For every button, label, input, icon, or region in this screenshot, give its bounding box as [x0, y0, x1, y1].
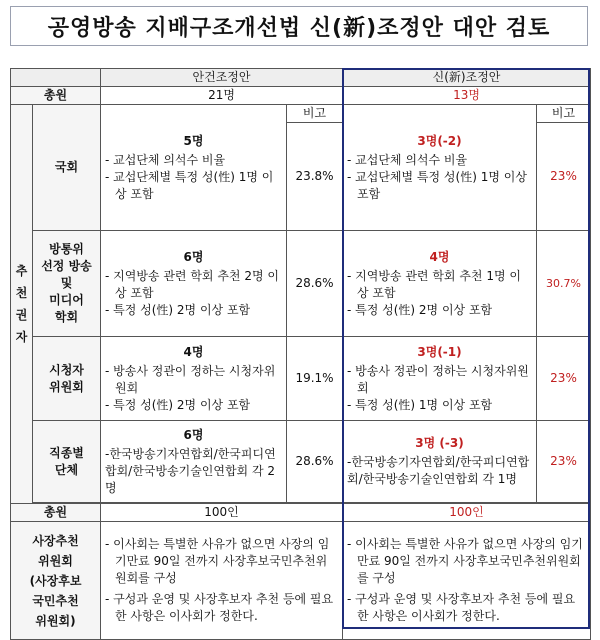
right-cell: 4명 - 지역방송 관련 학회 추천 1명 이상 포함 - 특정 성(性) 2명 이상 포함	[343, 231, 537, 337]
ceo-committee-label: 사장추천 위원회 (사장후보 국민추천 위원회)	[11, 522, 101, 640]
row-label: 시청자 위원회	[33, 337, 101, 421]
right-cell: 3명(-1) - 방송사 정관이 정하는 시청자위원회 - 특정 성(性) 1명 이상 포함	[343, 337, 537, 421]
left-cell: 5명 - 교섭단체 의석수 비율 - 교섭단체별 특정 성(性) 1명 이상 포함	[101, 105, 287, 231]
total2-left: 100인	[101, 504, 343, 522]
row-label: 국회	[33, 105, 101, 231]
right-cell: 3명(-2) - 교섭단체 의석수 비율 - 교섭단체별 특정 성(性) 1명 이상 포함	[343, 105, 537, 231]
total-left: 21명	[101, 87, 343, 105]
row-label: 직종별 단체	[33, 421, 101, 503]
left-cell: 6명 - 지역방송 관련 학회 추천 2명 이상 포함 - 특정 성(性) 2명 이상 포함	[101, 231, 287, 337]
left-pct: 19.1%	[287, 337, 343, 421]
left-pct: 28.6%	[287, 231, 343, 337]
left-pct: 23.8%	[287, 123, 343, 231]
right-pct: 23%	[537, 123, 591, 231]
bigo-header: 비고	[537, 105, 591, 123]
total-label: 총원	[11, 87, 101, 105]
left-pct: 28.6%	[287, 421, 343, 503]
header-right: 신(新)조정안	[343, 69, 591, 87]
header-blank	[11, 69, 101, 87]
right-pct: 23%	[537, 337, 591, 421]
total2-label: 총원	[11, 504, 101, 522]
left-cell: 6명 -한국방송기자연합회/한국피디연합회/한국방송기술인연합회 각 2명	[101, 421, 287, 503]
recommender-label: 추 천 권 자	[11, 105, 33, 504]
header-left: 안건조정안	[101, 69, 343, 87]
total-right: 13명	[343, 87, 591, 105]
left-cell: 4명 - 방송사 정관이 정하는 시청자위원회 - 특정 성(性) 2명 이상 포함	[101, 337, 287, 421]
bigo-header: 비고	[287, 105, 343, 123]
ceo-right: - 이사회는 특별한 사유가 없으면 사장의 임기만료 90일 전까지 사장후보국민추천위원회를 구성 - 구성과 운영 및 사장후보자 추천 등에 필요한 사항은 이사회가 정한다.	[343, 522, 591, 640]
right-pct: 23%	[537, 421, 591, 503]
total2-right: 100인	[343, 504, 591, 522]
row-label: 방통위 선정 방송 및 미디어 학회	[33, 231, 101, 337]
page-title: 공영방송 지배구조개선법 신(新)조정안 대안 검토	[10, 6, 588, 46]
right-cell: 3명 (-3) -한국방송기자연합회/한국피디연합회/한국방송기술인연합회 각 1명	[343, 421, 537, 503]
right-pct: 30.7%	[537, 231, 591, 337]
comparison-table	[10, 68, 591, 640]
ceo-left: - 이사회는 특별한 사유가 없으면 사장의 임기만료 90일 전까지 사장후보국민추천위원회를 구성 - 구성과 운영 및 사장후보자 추천 등에 필요한 사항은 이사회가 정한다.	[101, 522, 343, 640]
